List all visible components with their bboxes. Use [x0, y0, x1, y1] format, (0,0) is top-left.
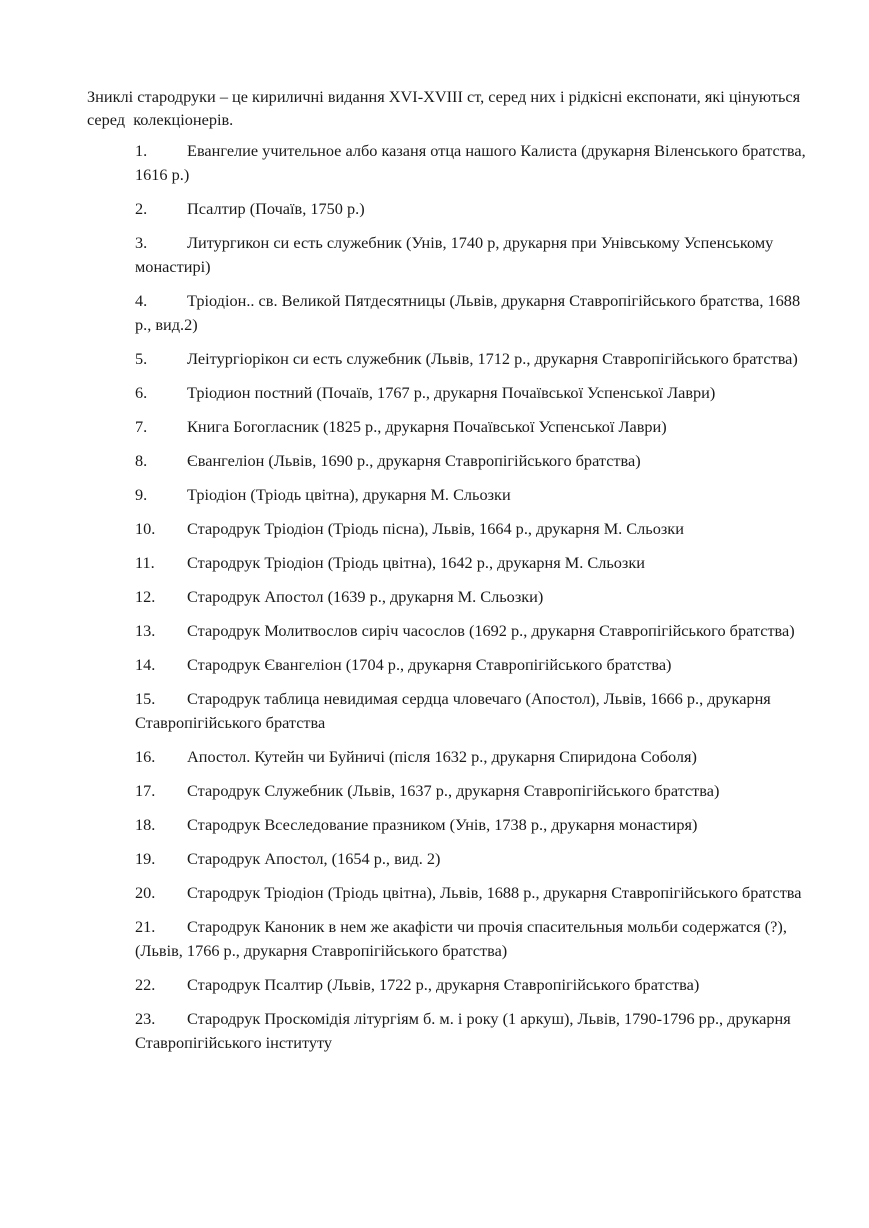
list-item	[135, 653, 809, 677]
list-item	[135, 197, 809, 221]
list-item-text: Стародрук Апостол, (1654 р., вид. 2)	[187, 849, 441, 868]
list-item	[135, 551, 809, 575]
list-item	[135, 619, 809, 643]
list-item	[135, 483, 809, 507]
list-item	[135, 415, 809, 439]
list-item	[135, 449, 809, 473]
list-item	[135, 973, 809, 997]
list-item	[135, 517, 809, 541]
list-item-number: 18.	[135, 815, 156, 834]
list-item	[135, 881, 809, 905]
list-item	[135, 231, 809, 279]
list-item-number: 3.	[135, 233, 148, 252]
list-item-text: Тріодіон.. св. Великой Пятдесятницы (Львів, друкарня Ставропігійського братства, 1688 р., вид.2)	[135, 291, 801, 334]
list-item-text: Стародрук Проскомідія літургіям б. м. і року (1 аркуш), Львів, 1790-1796 рр., друкарня Ставропігійського інституту	[135, 1009, 791, 1052]
incunabula-list	[87, 139, 809, 1055]
list-item-text: Литургикон си есть служебник (Унів, 1740 р, друкарня при Унівському Успенському монастирі)	[135, 233, 774, 276]
list-item-number: 9.	[135, 485, 148, 504]
list-item-number: 22.	[135, 975, 156, 994]
list-item-text: Апостол. Кутейн чи Буйничі (після 1632 р., друкарня Спиридона Соболя)	[187, 747, 697, 766]
list-item-number: 10.	[135, 519, 156, 538]
list-item	[135, 289, 809, 337]
list-item-number: 7.	[135, 417, 148, 436]
list-item-text: Евангелие учительное албо казаня отца нашого Калиста (друкарня Віленського братства, 1616 р.)	[135, 141, 806, 184]
list-item	[135, 687, 809, 735]
list-item-number: 6.	[135, 383, 148, 402]
intro-paragraph: Зниклі стародруки – це кириличні видання XVI-XVIII ст, серед них і рідкісні експонати, які цінуються серед колекціонерів.	[87, 87, 805, 129]
list-item-text: Стародрук Всеследование празником (Унів, 1738 р., друкарня монастиря)	[187, 815, 698, 834]
list-item-number: 21.	[135, 917, 156, 936]
list-item-number: 23.	[135, 1009, 156, 1028]
list-item-text: Стародрук таблица невидимая сердца чловечаго (Апостол), Львів, 1666 р., друкарня Ставропігійського братства	[135, 689, 771, 732]
list-item	[135, 139, 809, 187]
list-item-number: 2.	[135, 199, 148, 218]
list-item-text: Стародрук Тріодіон (Тріодь пісна), Львів, 1664 р., друкарня М. Сльозки	[187, 519, 684, 538]
list-item-number: 19.	[135, 849, 156, 868]
list-item-text: Стародрук Тріодіон (Тріодь цвітна), Львів, 1688 р., друкарня Ставропігійського братства	[187, 883, 802, 902]
list-item	[135, 745, 809, 769]
list-item-number: 8.	[135, 451, 148, 470]
list-item-number: 16.	[135, 747, 156, 766]
list-item-text: Тріодіон (Тріодь цвітна), друкарня М. Сльозки	[187, 485, 511, 504]
list-item-number: 11.	[135, 553, 155, 572]
list-item	[135, 585, 809, 609]
list-item-number: 5.	[135, 349, 148, 368]
list-item-number: 20.	[135, 883, 156, 902]
list-item	[135, 847, 809, 871]
list-item-text: Євангеліон (Львів, 1690 р., друкарня Ставропігійського братства)	[187, 451, 641, 470]
list-item	[135, 347, 809, 371]
list-item-text: Стародрук Каноник в нем же акафісти чи прочія спасительныя мольби содержатся (?), (Львів, 1766 р., друкарня Ставропігійського братства)	[135, 917, 787, 960]
list-item-text: Тріодион постний (Почаїв, 1767 р., друкарня Почаївської Успенської Лаври)	[187, 383, 716, 402]
list-item-number: 17.	[135, 781, 156, 800]
list-item-text: Стародрук Молитвослов сиріч часослов (1692 р., друкарня Ставропігійського братства)	[187, 621, 795, 640]
list-item-text: Леітургіорікон си есть служебник (Львів, 1712 р., друкарня Ставропігійського братства)	[187, 349, 798, 368]
list-item-text: Стародрук Апостол (1639 р., друкарня М. Сльозки)	[187, 587, 544, 606]
list-item-number: 12.	[135, 587, 156, 606]
list-item	[135, 381, 809, 405]
list-item-text: Стародрук Тріодіон (Тріодь цвітна), 1642 р., друкарня М. Сльозки	[187, 553, 645, 572]
list-item	[135, 779, 809, 803]
list-item-text: Стародрук Євангеліон (1704 р., друкарня Ставропігійського братства)	[187, 655, 672, 674]
list-item	[135, 813, 809, 837]
list-item-text: Стародрук Псалтир (Львів, 1722 р., друкарня Ставропігійського братства)	[187, 975, 700, 994]
list-item	[135, 1007, 809, 1055]
list-item-number: 13.	[135, 621, 156, 640]
list-item	[135, 915, 809, 963]
list-item-number: 14.	[135, 655, 156, 674]
list-item-number: 15.	[135, 689, 156, 708]
list-item-text: Стародрук Служебник (Львів, 1637 р., друкарня Ставропігійського братства)	[187, 781, 720, 800]
list-item-text: Книга Богогласник (1825 р., друкарня Почаївської Успенської Лаври)	[187, 417, 667, 436]
list-item-number: 1.	[135, 141, 148, 160]
list-item-number: 4.	[135, 291, 148, 310]
list-item-text: Псалтир (Почаїв, 1750 р.)	[187, 199, 365, 218]
